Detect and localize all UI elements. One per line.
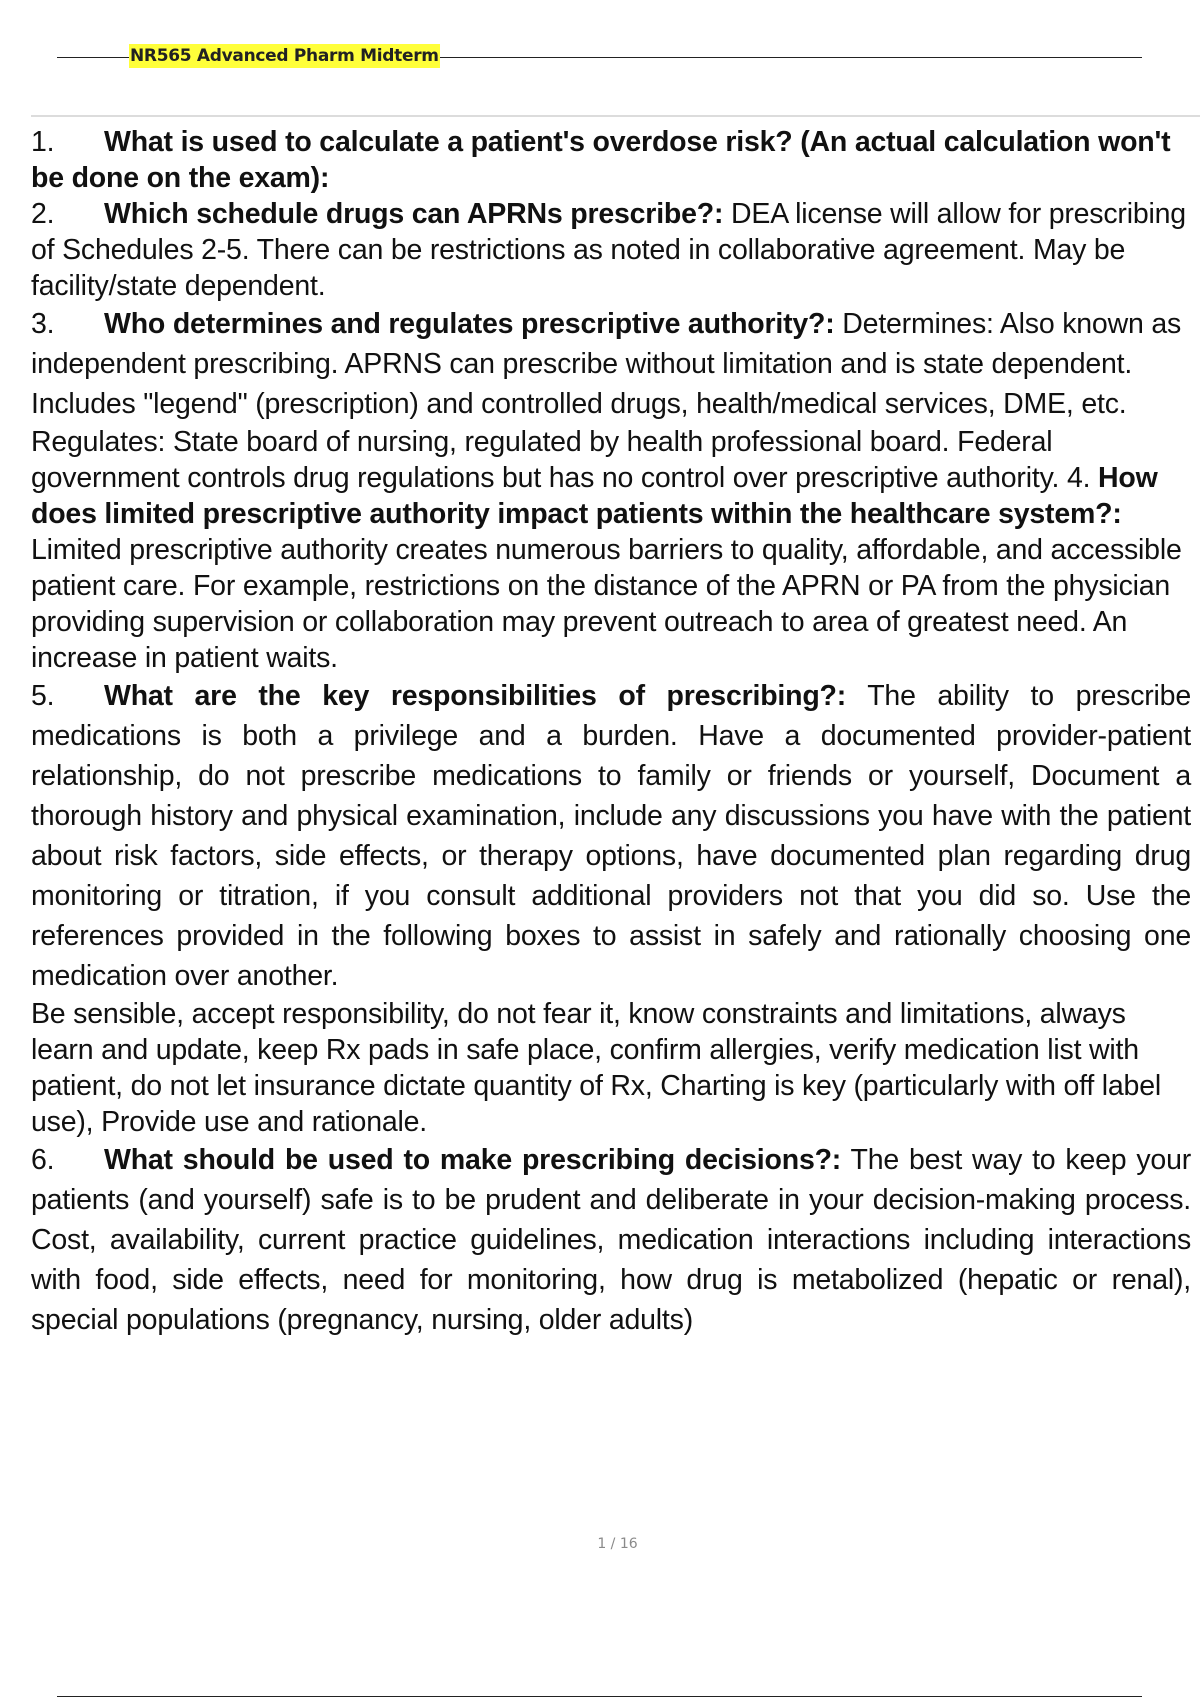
page-indicator: 1 / 16	[597, 1536, 638, 1552]
question-text: What should be used to make prescribing decisions?:	[104, 1144, 842, 1176]
question-6	[31, 1140, 1191, 1340]
question-4-text: How does limited prescriptive authority impact patients within the healthcare system?:	[31, 462, 1158, 530]
answer-text: Determines: Also known as independent prescribing. APRNS can prescribe without limitation and is state dependent. Includes "legend" (prescription) and controlled drugs, health/medical services, DME, etc.	[31, 308, 1182, 420]
question-number: 1.	[31, 126, 55, 158]
question-5-continued	[31, 996, 1191, 1140]
question-text: Which schedule drugs can APRNs prescribe?:	[104, 198, 724, 230]
page-header	[57, 44, 1142, 70]
question-number: 4.	[1066, 462, 1091, 494]
answer-text: The best way to keep your patients (and yourself) safe is to be prudent and deliberate in your decision-making process. Cost, availability, current practice guidelines, medication interactions including interactions with food, side effects, need for monitoring, how drug is metabolized (hepatic or renal), special populations (pregnancy, nursing, older adults)	[31, 1144, 1192, 1336]
question-number: 5.	[31, 680, 55, 712]
question-1	[31, 124, 1191, 196]
answer-text: DEA license will allow for prescribing of Schedules 2-5. There can be restrictions as noted in collaborative agreement. May be facility/state dependent.	[31, 198, 1186, 302]
question-2	[31, 196, 1191, 304]
question-3-continued	[31, 424, 1191, 676]
question-3	[31, 304, 1191, 424]
answer-text: Be sensible, accept responsibility, do not fear it, know constraints and limitations, always learn and update, keep Rx pads in safe place, confirm allergies, verify medication list with patient, do not let insurance dictate quantity of Rx, Charting is key (particularly with off label use), Provide use and rationale.	[31, 998, 1161, 1138]
answer-text: Limited prescriptive authority creates numerous barriers to quality, affordable, and accessible patient care. For example, restrictions on the distance of the APRN or PA from the physician providing supervision or collaboration may prevent outreach to area of greatest need. An increase in patient waits.	[31, 534, 1182, 674]
question-number: 6.	[31, 1144, 55, 1176]
document-body	[31, 124, 1191, 1340]
question-text: What is used to calculate a patient's overdose risk? (An actual calculation won't be done on the exam):	[31, 126, 1171, 194]
footer-rule	[57, 1696, 1142, 1697]
section-divider	[31, 115, 1200, 117]
question-number: 2.	[31, 198, 55, 230]
question-number: 3.	[31, 308, 55, 340]
answer-text: Regulates: State board of nursing, regulated by health professional board. Federal government controls drug regulations but has no control over prescriptive authority.	[31, 426, 1067, 494]
question-text: Who determines and regulates prescriptive authority?:	[104, 308, 835, 340]
answer-text: The ability to prescribe medications is both a privilege and a burden. Have a documented provider-patient relationship, do not prescribe medications to family or friends or yourself, Document a thorough history and physical examination, include any discussions you have with the patient about risk factors, side effects, or therapy options, have documented plan regarding drug monitoring or titration, if you consult additional providers not that you did so. Use the references provided in the following boxes to assist in safely and rationally choosing one medication over another.	[31, 680, 1191, 992]
question-5	[31, 676, 1191, 996]
question-text: What are the key responsibilities of prescribing?:	[104, 680, 847, 712]
document-title: NR565 Advanced Pharm Midterm	[130, 46, 439, 66]
